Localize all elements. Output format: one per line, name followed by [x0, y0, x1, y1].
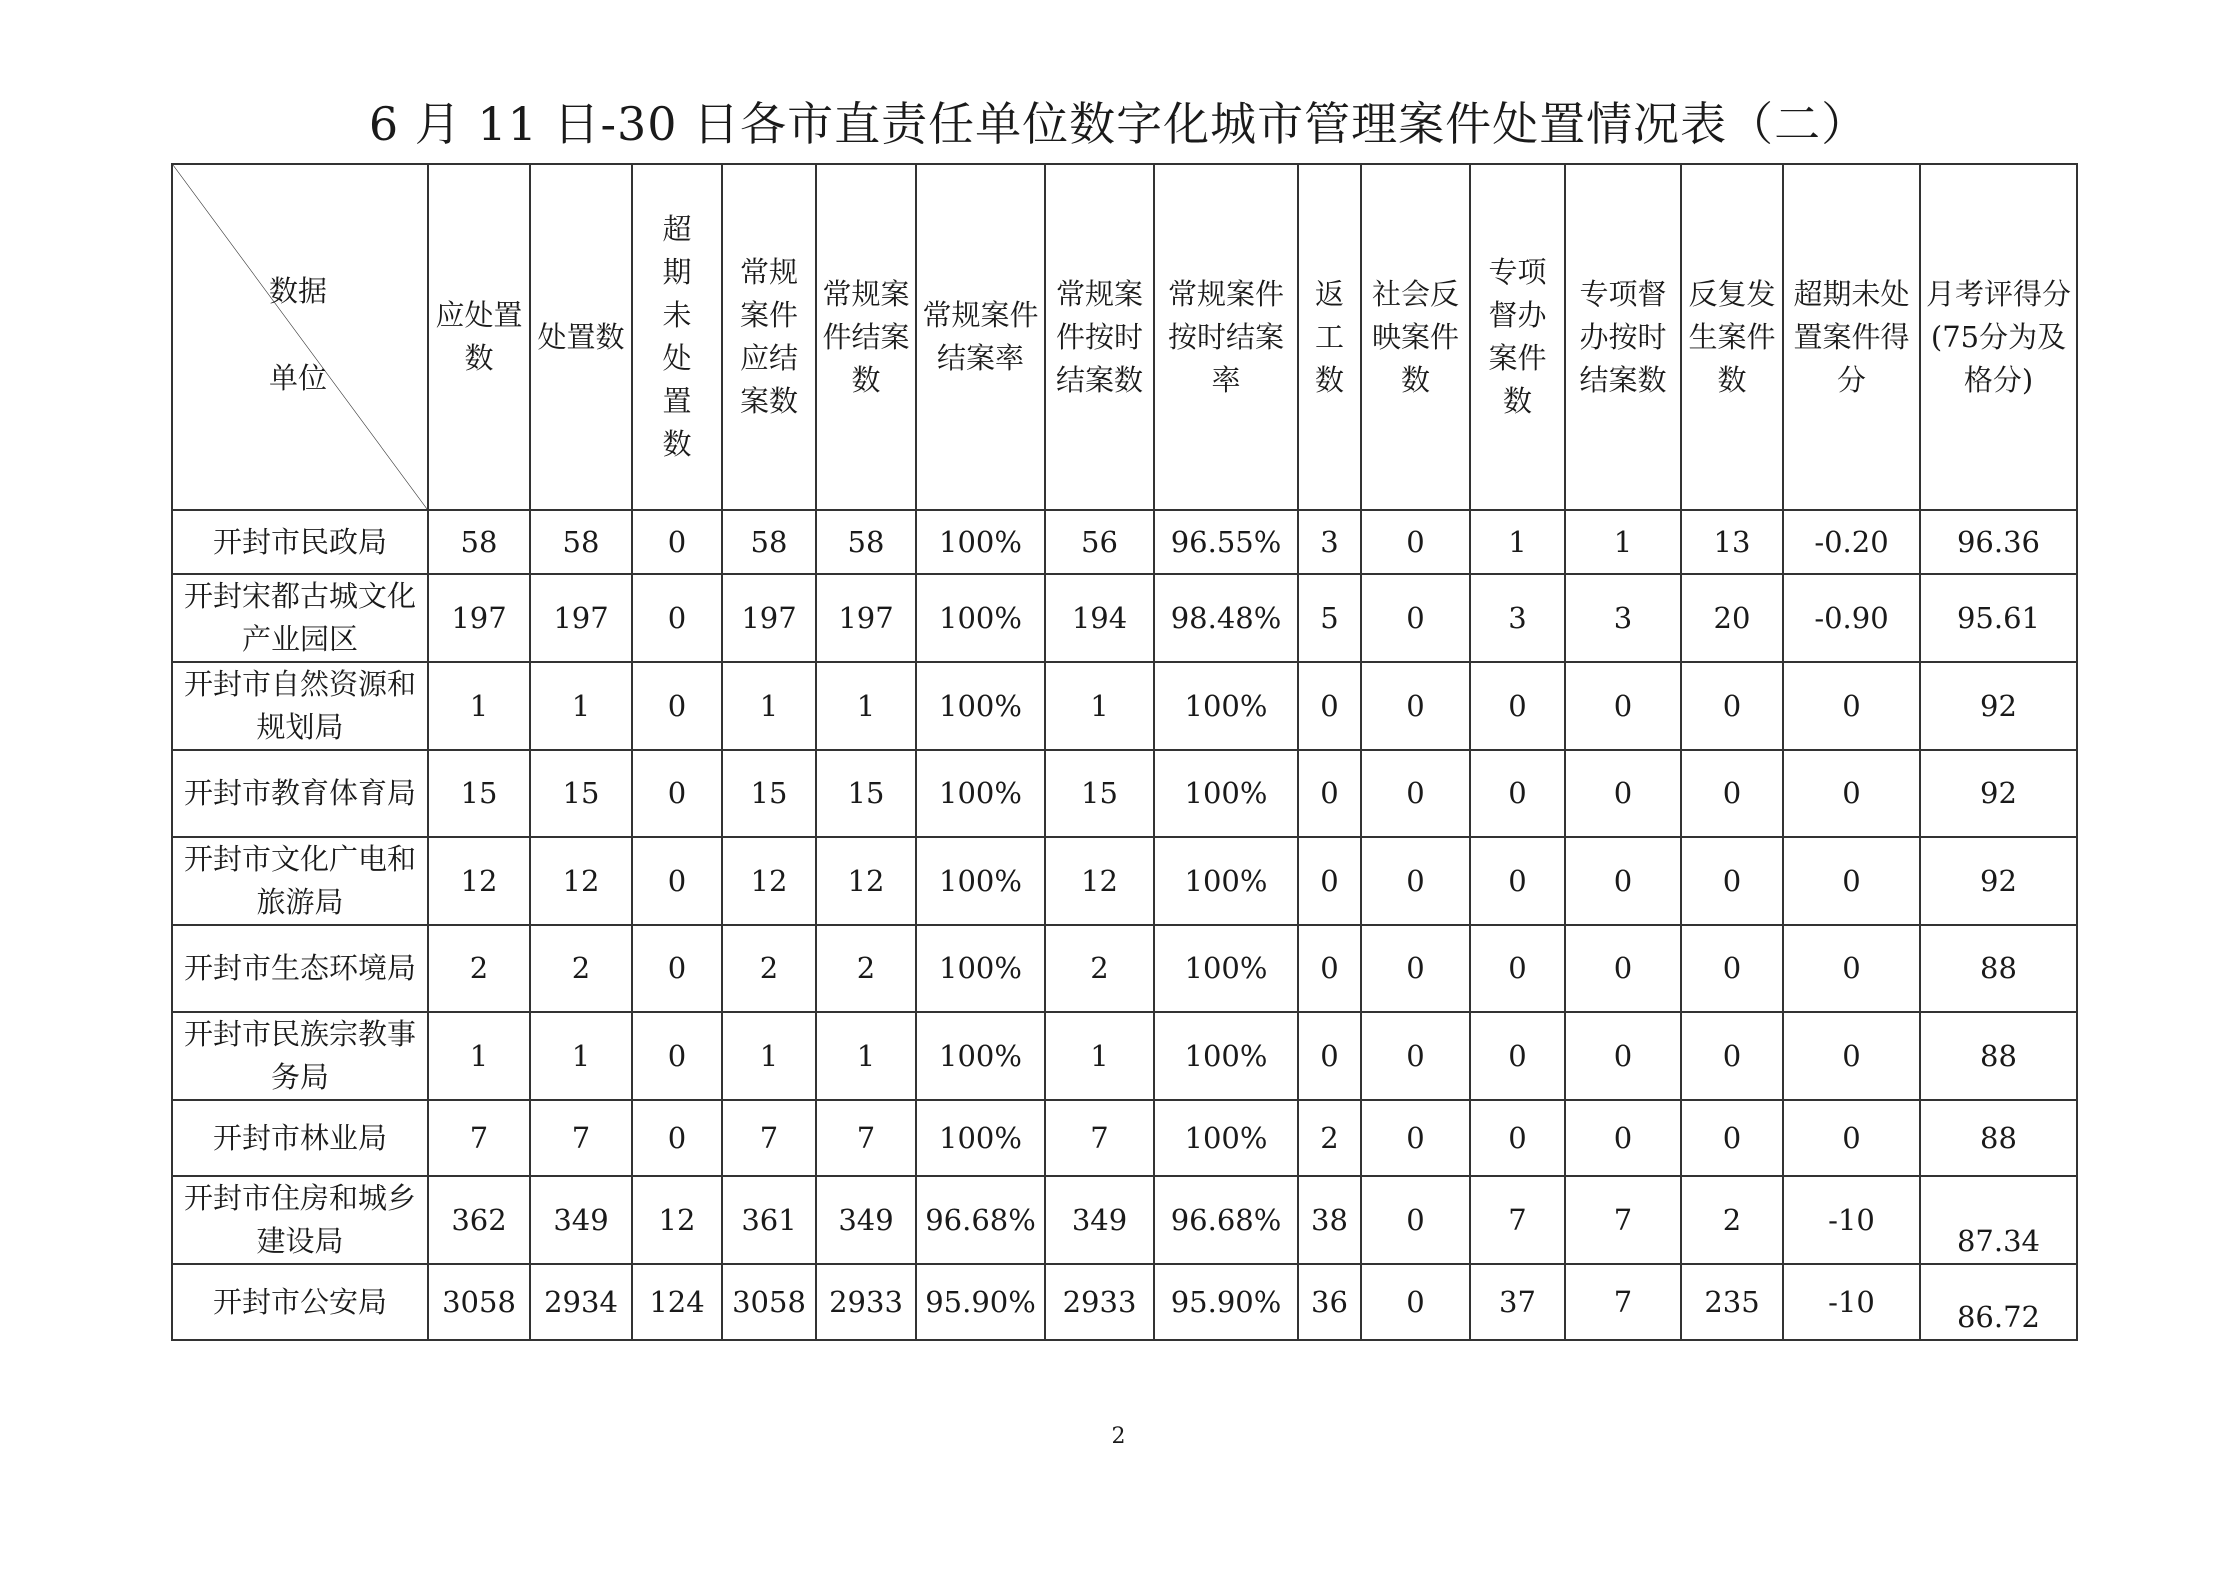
data-cell: 0: [1298, 662, 1361, 750]
col-header: 月考评得分(75分为及格分): [1920, 164, 2077, 510]
data-cell: 1: [1565, 510, 1681, 574]
data-cell: 2: [1681, 1176, 1783, 1264]
data-cell: 0: [1783, 837, 1920, 925]
data-cell: -0.90: [1783, 574, 1920, 662]
data-cell: 1: [530, 662, 632, 750]
table-row: [172, 1100, 2077, 1176]
data-cell: 2: [1298, 1100, 1361, 1176]
data-cell: 1: [722, 662, 816, 750]
data-cell: 100%: [1154, 1012, 1298, 1100]
data-cell: 0: [1361, 510, 1470, 574]
unit-name-cell: 开封市民政局: [172, 510, 428, 574]
data-cell: 96.36: [1920, 510, 2077, 574]
data-cell: 0: [632, 574, 722, 662]
data-cell: 1: [530, 1012, 632, 1100]
data-cell: 98.48%: [1154, 574, 1298, 662]
data-cell: 0: [1361, 837, 1470, 925]
col-header: 常规案件按时结案数: [1045, 164, 1154, 510]
data-cell: 0: [1361, 574, 1470, 662]
data-cell: 349: [1045, 1176, 1154, 1264]
data-cell: 0: [1783, 1012, 1920, 1100]
data-cell: 197: [428, 574, 530, 662]
data-cell: 88: [1920, 1100, 2077, 1176]
data-cell: 7: [722, 1100, 816, 1176]
data-cell: 3: [1298, 510, 1361, 574]
data-cell: 38: [1298, 1176, 1361, 1264]
data-cell: 3058: [428, 1264, 530, 1340]
data-cell: 5: [1298, 574, 1361, 662]
col-header: 专项督办按时结案数: [1565, 164, 1681, 510]
data-cell: 2934: [530, 1264, 632, 1340]
data-cell: 7: [816, 1100, 916, 1176]
unit-name-cell: 开封市住房和城乡建设局: [172, 1176, 428, 1264]
data-cell: 235: [1681, 1264, 1783, 1340]
data-cell: 92: [1920, 662, 2077, 750]
data-cell: 2: [722, 925, 816, 1012]
data-cell: 0: [632, 510, 722, 574]
data-cell: 349: [530, 1176, 632, 1264]
data-cell: 7: [1565, 1176, 1681, 1264]
data-cell: 0: [1298, 925, 1361, 1012]
data-cell: 0: [1470, 925, 1565, 1012]
data-cell: 88: [1920, 925, 2077, 1012]
data-cell: 58: [428, 510, 530, 574]
data-cell: 0: [1298, 1012, 1361, 1100]
col-header: 社会反映案件数: [1361, 164, 1470, 510]
data-cell: 100%: [1154, 1100, 1298, 1176]
data-cell: 36: [1298, 1264, 1361, 1340]
data-cell: 0: [1565, 750, 1681, 837]
col-header: 常规案件按时结案率: [1154, 164, 1298, 510]
table-row: [172, 1264, 2077, 1340]
data-cell: 3058: [722, 1264, 816, 1340]
unit-name-cell: 开封市林业局: [172, 1100, 428, 1176]
data-cell: -10: [1783, 1176, 1920, 1264]
col-header: 反复发生案件数: [1681, 164, 1783, 510]
data-cell: 0: [1470, 1012, 1565, 1100]
table-row: [172, 1012, 2077, 1100]
data-cell: 349: [816, 1176, 916, 1264]
data-cell: 88: [1920, 1012, 2077, 1100]
data-cell: 197: [816, 574, 916, 662]
unit-name-cell: 开封市公安局: [172, 1264, 428, 1340]
data-cell: 0: [1783, 1100, 1920, 1176]
data-cell: 0: [1361, 1176, 1470, 1264]
data-cell: 100%: [1154, 662, 1298, 750]
data-cell: 100%: [916, 750, 1045, 837]
col-header: 常规案件结案数: [816, 164, 916, 510]
data-cell: 20: [1681, 574, 1783, 662]
page-number: 2: [1111, 1424, 1126, 1449]
data-cell: 100%: [916, 925, 1045, 1012]
col-header: 超期未处置案件得分: [1783, 164, 1920, 510]
data-cell: 100%: [1154, 750, 1298, 837]
col-header: 返工数: [1298, 164, 1361, 510]
data-cell: 0: [1470, 837, 1565, 925]
data-cell: 2: [816, 925, 916, 1012]
data-cell: 95.61: [1920, 574, 2077, 662]
data-cell: 0: [1361, 750, 1470, 837]
unit-name-cell: 开封市教育体育局: [172, 750, 428, 837]
data-cell: 1: [1045, 1012, 1154, 1100]
data-cell: 0: [1361, 1012, 1470, 1100]
data-cell: 0: [1681, 925, 1783, 1012]
data-cell: 0: [1565, 837, 1681, 925]
data-cell: 0: [1783, 925, 1920, 1012]
data-cell: 0: [1361, 1264, 1470, 1340]
data-cell: 7: [530, 1100, 632, 1176]
unit-name-cell: 开封市民族宗教事务局: [172, 1012, 428, 1100]
data-cell: 15: [722, 750, 816, 837]
data-cell: 0: [632, 750, 722, 837]
data-cell: 0: [632, 1012, 722, 1100]
col-header: 常规案件应结案数: [722, 164, 816, 510]
data-cell: 15: [816, 750, 916, 837]
data-cell: 12: [632, 1176, 722, 1264]
corner-cell: [172, 164, 428, 510]
data-cell: 1: [816, 662, 916, 750]
data-cell: 0: [1681, 662, 1783, 750]
data-cell: 194: [1045, 574, 1154, 662]
data-cell: 7: [428, 1100, 530, 1176]
col-header: 超期未处置数: [632, 164, 722, 510]
data-cell: 1: [428, 662, 530, 750]
data-cell: 100%: [916, 662, 1045, 750]
data-cell: 0: [1361, 662, 1470, 750]
data-cell: 0: [1361, 1100, 1470, 1176]
data-cell: 361: [722, 1176, 816, 1264]
data-cell: 0: [1470, 662, 1565, 750]
data-cell: 100%: [916, 1012, 1045, 1100]
data-cell: 0: [1565, 662, 1681, 750]
data-cell: 3: [1565, 574, 1681, 662]
data-cell: 7: [1565, 1264, 1681, 1340]
unit-name-cell: 开封市生态环境局: [172, 925, 428, 1012]
data-cell: 95.90%: [916, 1264, 1045, 1340]
data-cell: 96.68%: [1154, 1176, 1298, 1264]
data-cell: 100%: [916, 510, 1045, 574]
data-cell: 1: [428, 1012, 530, 1100]
data-cell: 0: [632, 1100, 722, 1176]
table-row: [172, 662, 2077, 750]
data-cell: 12: [428, 837, 530, 925]
data-cell: 100%: [916, 837, 1045, 925]
data-cell: 58: [722, 510, 816, 574]
diagonal-line: [173, 165, 427, 509]
data-cell: 56: [1045, 510, 1154, 574]
table-row: [172, 510, 2077, 574]
corner-label-unit: 单位: [269, 361, 328, 395]
data-cell: 197: [530, 574, 632, 662]
data-cell: 15: [428, 750, 530, 837]
col-header: 专项督办案件数: [1470, 164, 1565, 510]
data-cell: 197: [722, 574, 816, 662]
data-cell: 1: [1045, 662, 1154, 750]
data-cell: 15: [1045, 750, 1154, 837]
data-cell: 362: [428, 1176, 530, 1264]
data-cell: 0: [1681, 1012, 1783, 1100]
data-cell: 92: [1920, 750, 2077, 837]
col-header: 常规案件结案率: [916, 164, 1045, 510]
data-cell: 0: [632, 662, 722, 750]
data-cell: 0: [1565, 925, 1681, 1012]
data-cell: 2933: [1045, 1264, 1154, 1340]
data-cell: 0: [1470, 1100, 1565, 1176]
data-cell: 124: [632, 1264, 722, 1340]
data-cell: 0: [632, 837, 722, 925]
data-cell: 100%: [1154, 837, 1298, 925]
data-cell: 96.55%: [1154, 510, 1298, 574]
case-table: [171, 163, 2078, 1341]
data-cell: 0: [1565, 1012, 1681, 1100]
data-cell: 0: [1783, 662, 1920, 750]
data-cell: 2933: [816, 1264, 916, 1340]
data-cell: 0: [1470, 750, 1565, 837]
data-cell: 7: [1470, 1176, 1565, 1264]
corner-label-data: 数据: [269, 274, 328, 308]
data-cell: 100%: [916, 1100, 1045, 1176]
table-row: [172, 837, 2077, 925]
data-cell: 0: [1681, 1100, 1783, 1176]
col-header: 应处置数: [428, 164, 530, 510]
data-cell: 100%: [916, 574, 1045, 662]
table-row: [172, 925, 2077, 1012]
data-cell: 58: [816, 510, 916, 574]
unit-name-cell: 开封市文化广电和旅游局: [172, 837, 428, 925]
data-cell: 15: [530, 750, 632, 837]
data-cell: 0: [1565, 1100, 1681, 1176]
data-cell: 96.68%: [916, 1176, 1045, 1264]
data-cell: 95.90%: [1154, 1264, 1298, 1340]
data-cell: 100%: [1154, 925, 1298, 1012]
header-row: [172, 164, 2077, 510]
table-row: [172, 750, 2077, 837]
col-header: 处置数: [530, 164, 632, 510]
data-cell: 0: [1681, 750, 1783, 837]
page-title: 6 月 11 日-30 日各市直责任单位数字化城市管理案件处置情况表（二）: [368, 97, 1869, 151]
data-cell: 7: [1045, 1100, 1154, 1176]
data-cell: 2: [428, 925, 530, 1012]
data-cell: 0: [1298, 750, 1361, 837]
table-row: [172, 1176, 2077, 1264]
data-cell: 12: [530, 837, 632, 925]
data-cell: 87.34: [1920, 1176, 2077, 1264]
data-cell: 12: [1045, 837, 1154, 925]
data-cell: 13: [1681, 510, 1783, 574]
data-cell: 1: [1470, 510, 1565, 574]
data-cell: 0: [1783, 750, 1920, 837]
data-cell: 2: [530, 925, 632, 1012]
data-cell: 2: [1045, 925, 1154, 1012]
data-cell: 1: [722, 1012, 816, 1100]
data-cell: 0: [1681, 837, 1783, 925]
data-cell: 3: [1470, 574, 1565, 662]
data-cell: 0: [632, 925, 722, 1012]
data-cell: 58: [530, 510, 632, 574]
data-cell: 12: [722, 837, 816, 925]
data-cell: 92: [1920, 837, 2077, 925]
data-cell: 1: [816, 1012, 916, 1100]
table-row: [172, 574, 2077, 662]
data-cell: -10: [1783, 1264, 1920, 1340]
unit-name-cell: 开封市自然资源和规划局: [172, 662, 428, 750]
data-cell: 86.72: [1920, 1264, 2077, 1340]
data-cell: 0: [1361, 925, 1470, 1012]
data-cell: 37: [1470, 1264, 1565, 1340]
unit-name-cell: 开封宋都古城文化产业园区: [172, 574, 428, 662]
data-cell: 12: [816, 837, 916, 925]
data-cell: 0: [1298, 837, 1361, 925]
data-cell: -0.20: [1783, 510, 1920, 574]
